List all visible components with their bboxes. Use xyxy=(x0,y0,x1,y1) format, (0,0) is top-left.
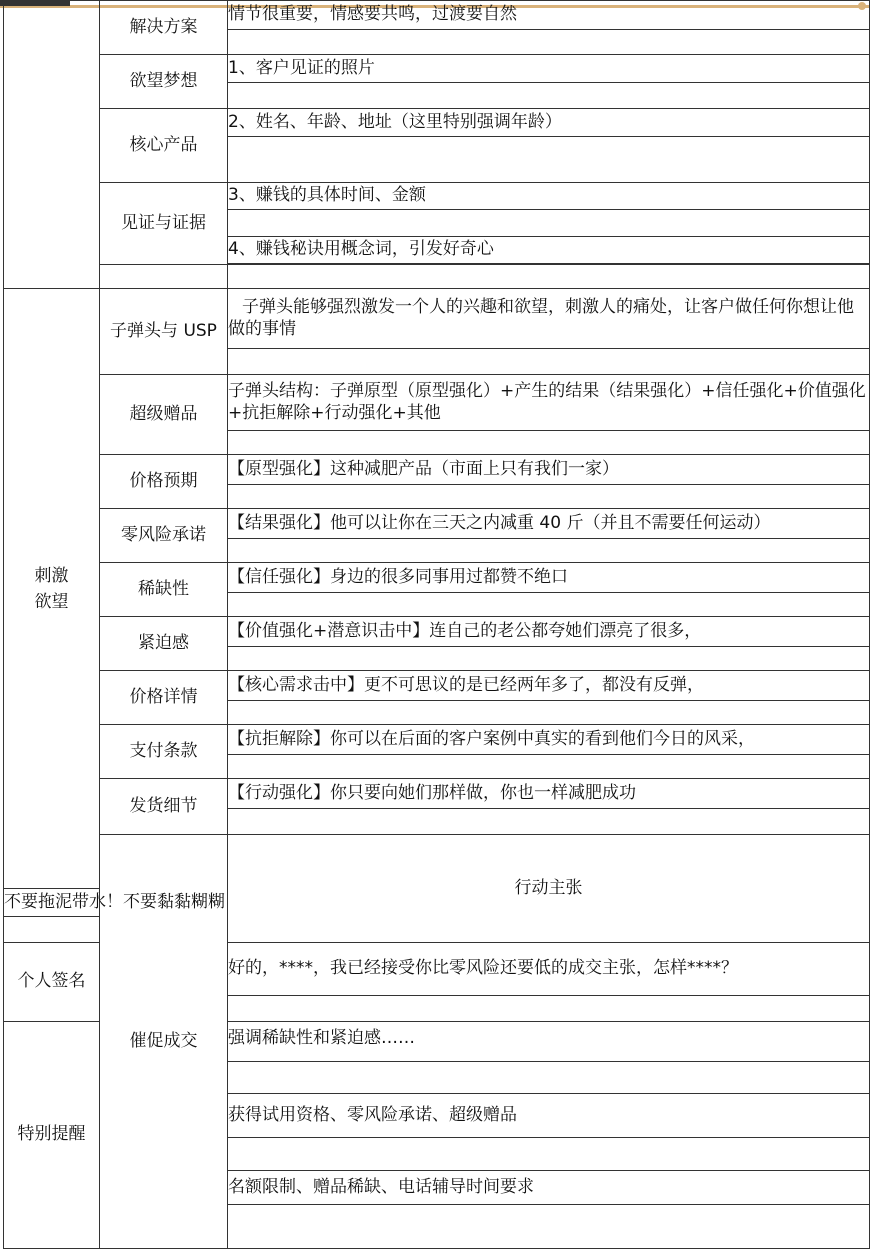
row-text-scarcity: 【信任强化】身边的很多同事用过都赞不绝口 xyxy=(228,563,870,593)
empty-cell xyxy=(228,701,870,725)
row-text-action-2: 不要拖泥带水！不要黏黏糊糊 xyxy=(4,889,100,917)
table-row xyxy=(4,509,870,539)
row-text-usp xyxy=(228,289,870,349)
row-label-desire: 欲望梦想 xyxy=(100,55,228,109)
table-row xyxy=(4,779,870,809)
row-text-price-expect: 【原型强化】这种减肥产品（市面上只有我们一家） xyxy=(228,455,870,485)
table-row xyxy=(4,183,870,210)
row-text-urgency: 【价值强化+潜意识击中】连自己的老公都夸她们漂亮了很多， xyxy=(228,617,870,647)
table-row xyxy=(4,375,870,431)
row-text-witness-1: 3、赚钱的具体时间、金额 xyxy=(228,183,870,210)
row-text-reminder-2: 获得试用资格、零风险承诺、超级赠品 xyxy=(228,1094,870,1138)
empty-cell xyxy=(228,809,870,835)
empty-cell xyxy=(228,539,870,563)
empty-cell xyxy=(4,917,100,943)
empty-cell xyxy=(228,755,870,779)
row-label-payment: 支付条款 xyxy=(100,725,228,779)
row-text-desire: 1、客户见证的照片 xyxy=(228,55,870,83)
row-label-gift: 超级赠品 xyxy=(100,375,228,455)
usp-text: 子弹头能够强烈激发一个人的兴趣和欲望，刺激人的痛处，让客户做任何你想让他做的事情 xyxy=(228,297,854,339)
empty-cell xyxy=(228,431,870,455)
row-label-shipping: 发货细节 xyxy=(100,779,228,835)
section-label-stimulate: 刺激欲望 xyxy=(34,565,69,612)
row-text-solution: 情节很重要，情感要共鸣，过渡要自然 xyxy=(228,1,870,30)
row-label-reminder: 特别提醒 xyxy=(4,1022,100,1249)
row-label-usp: 子弹头与 USP xyxy=(100,289,228,375)
row-text-reminder-3: 名额限制、赠品稀缺、电话辅导时间要求 xyxy=(228,1171,870,1205)
section-cell-blank xyxy=(4,1,100,289)
row-text-payment: 【抗拒解除】你可以在后面的客户案例中真实的看到他们今日的风采， xyxy=(228,725,870,755)
row-text-gift: 子弹头结构：子弹原型（原型强化）+产生的结果（结果强化）+信任强化+价值强化+抗拒解除+行动强化+其他 xyxy=(228,375,870,431)
table-row xyxy=(4,265,870,289)
empty-cell xyxy=(228,996,870,1022)
table-row xyxy=(4,835,870,861)
row-label-urgency: 紧迫感 xyxy=(100,617,228,671)
row-label-zero-risk: 零风险承诺 xyxy=(100,509,228,563)
table-row xyxy=(4,55,870,83)
row-label-action: 行动主张 xyxy=(228,835,870,943)
row-label-price-detail: 价格详情 xyxy=(100,671,228,725)
row-text-price-detail: 【核心需求击中】更不可思议的是已经两年多了，都没有反弹， xyxy=(228,671,870,701)
table-row xyxy=(4,1,870,30)
row-label-price-expect: 价格预期 xyxy=(100,455,228,509)
table-row xyxy=(4,289,870,349)
row-label-signature: 个人签名 xyxy=(4,943,100,1022)
row-label-core: 核心产品 xyxy=(100,109,228,183)
empty-label-cell xyxy=(100,265,228,289)
table-row xyxy=(4,617,870,647)
row-text-zero-risk: 【结果强化】他可以让你在三天之内减重 40 斤（并且不需要任何运动） xyxy=(228,509,870,539)
row-text-shipping: 【行动强化】你只要向她们那样做，你也一样减肥成功 xyxy=(228,779,870,809)
copywriting-structure-table xyxy=(3,0,870,1249)
table-row xyxy=(4,671,870,701)
row-text-reminder-1: 强调稀缺性和紧迫感…… xyxy=(228,1022,870,1062)
empty-cell xyxy=(228,593,870,617)
row-label-witness: 见证与证据 xyxy=(100,183,228,265)
row-label-scarcity: 稀缺性 xyxy=(100,563,228,617)
row-text-witness-2: 4、赚钱秘诀用概念词，引发好奇心 xyxy=(228,237,870,264)
empty-cell xyxy=(228,1205,870,1249)
empty-cell xyxy=(228,210,870,237)
section-close-deal: 催促成交 xyxy=(100,835,228,1249)
row-text-signature: 好的，****，我已经接受你比零风险还要低的成交主张，怎样****？ xyxy=(228,943,870,996)
empty-cell xyxy=(228,349,870,375)
empty-cell xyxy=(228,485,870,509)
table-row xyxy=(4,455,870,485)
empty-cell xyxy=(228,137,870,183)
empty-cell xyxy=(228,1062,870,1094)
row-text-core: 2、姓名、年龄、地址（这里特别强调年龄） xyxy=(228,109,870,137)
empty-cell xyxy=(228,83,870,109)
table-row xyxy=(4,563,870,593)
row-label-solution: 解决方案 xyxy=(100,1,228,55)
table-row xyxy=(4,109,870,137)
empty-cell xyxy=(228,1138,870,1171)
empty-cell xyxy=(228,30,870,55)
section-stimulate-desire xyxy=(4,289,100,889)
table-row xyxy=(4,725,870,755)
empty-cell xyxy=(228,265,870,289)
empty-cell xyxy=(228,647,870,671)
